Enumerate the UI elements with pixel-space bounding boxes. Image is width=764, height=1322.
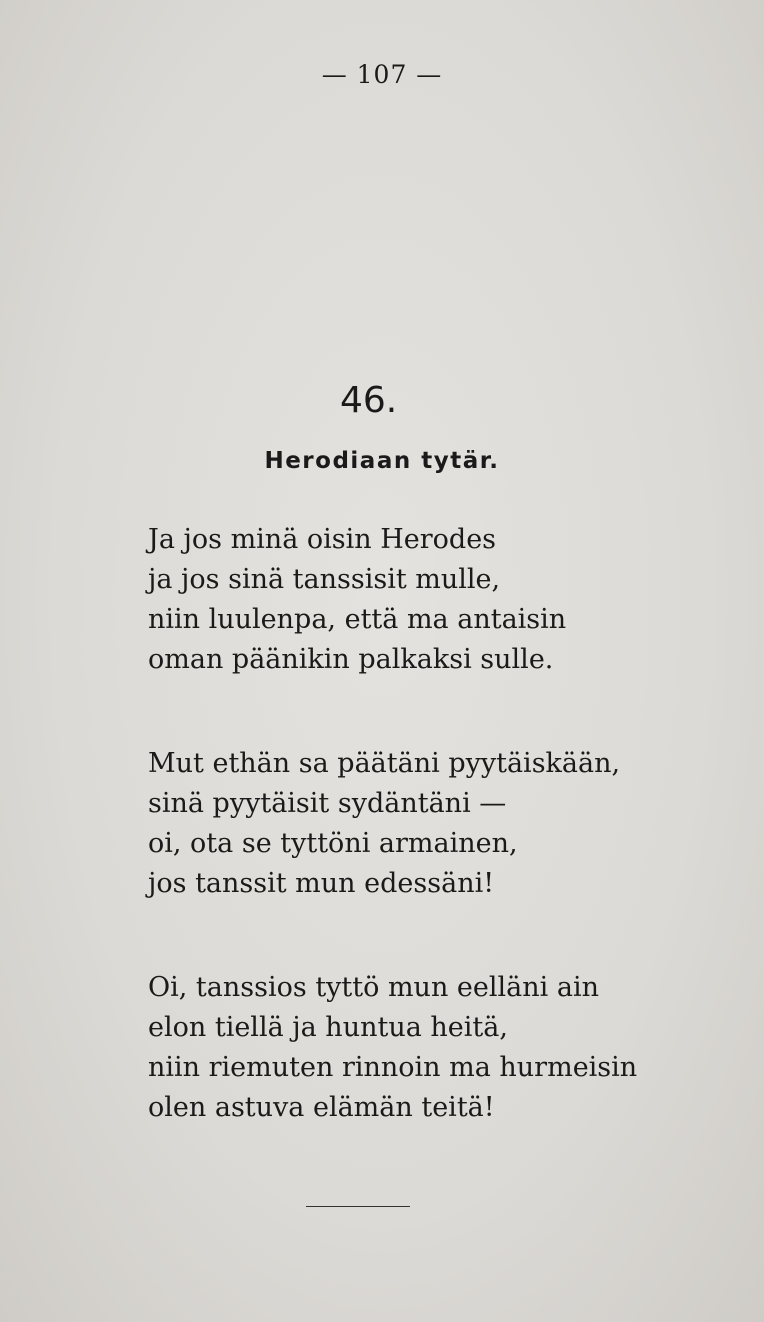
stanza-2 [148, 744, 621, 904]
poem-line: oi, ota se tyttöni armainen, [148, 828, 518, 859]
stanza-3 [148, 968, 638, 1128]
poem-line: Mut ethän sa päätäni pyytäiskään, [148, 748, 621, 779]
poem-line: niin riemuten rinnoin ma hurmeisin [148, 1052, 638, 1083]
poem-line: Oi, tanssios tyttö mun eelläni ain [148, 972, 599, 1003]
poem-line: oman päänikin palkaksi sulle. [148, 644, 554, 675]
poem-line: jos tanssit mun edessäni! [148, 868, 495, 899]
poem-line: niin luulenpa, että ma antaisin [148, 604, 567, 635]
stanza-1 [148, 520, 618, 680]
poem-line: olen astuva elämän teitä! [148, 1092, 495, 1123]
poem-line: elon tiellä ja huntua heitä, [148, 1012, 508, 1043]
end-rule [306, 1206, 410, 1207]
page-number: — 107 — [321, 60, 443, 89]
poem-title: Herodiaan tytär. [264, 448, 500, 474]
poem-line: sinä pyytäisit sydäntäni — [148, 788, 507, 819]
poem-number: 46. [340, 380, 398, 421]
poem-line: Ja jos minä oisin Herodes [148, 524, 497, 555]
poem-line: ja jos sinä tanssisit mulle, [148, 564, 501, 595]
